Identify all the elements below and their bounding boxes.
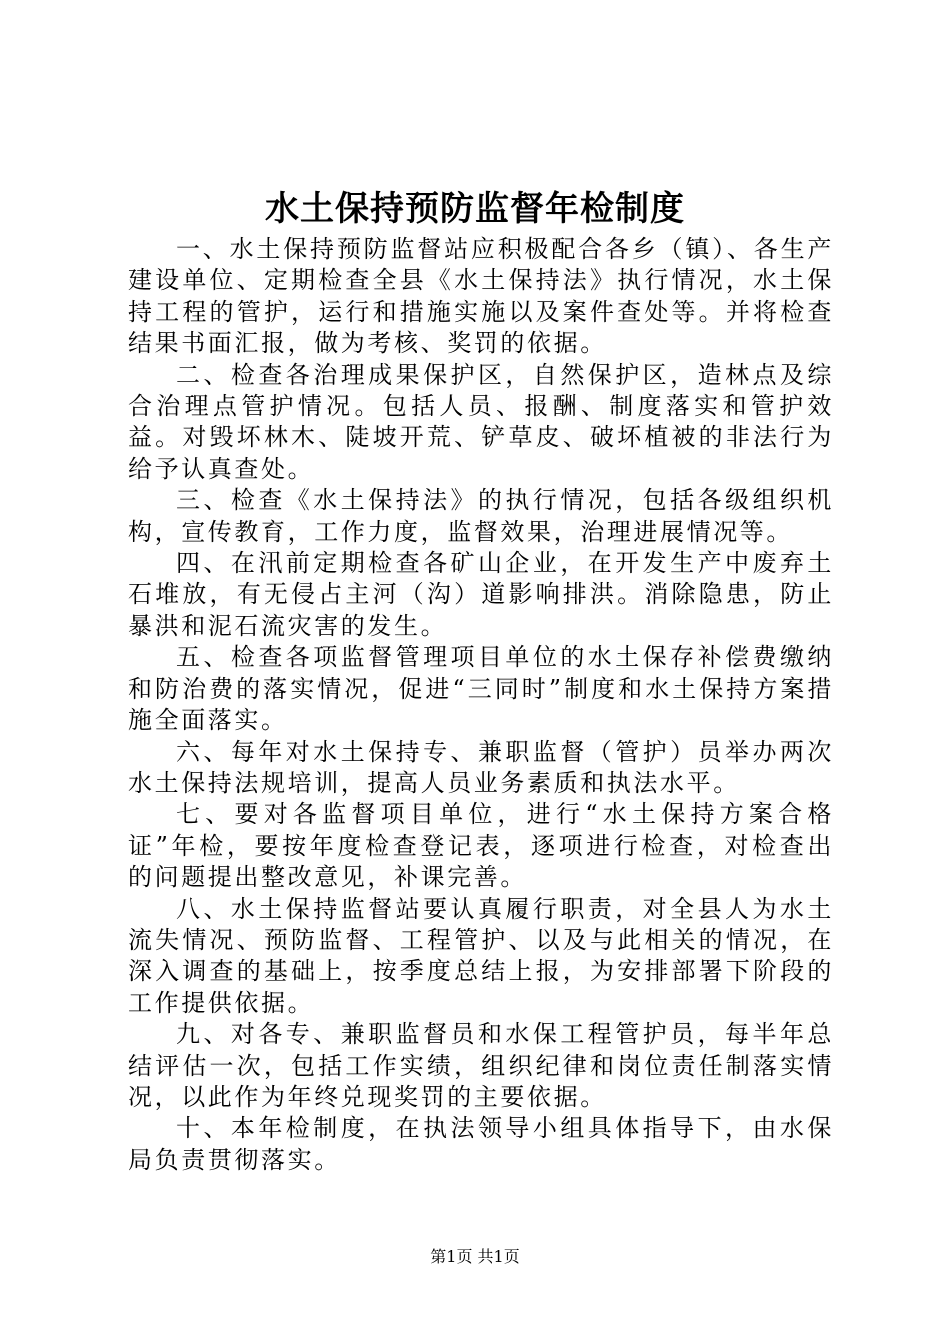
paragraph-3: 三、检查《水土保持法》的执行情况，包括各级组织机构，宣传教育，工作力度，监督效果，治理进展情况等。 <box>128 486 834 546</box>
paragraph-10: 十、本年检制度，在执法领导小组具体指导下，由水保局负责贯彻落实。 <box>128 1114 834 1174</box>
paragraph-5: 五、检查各项监督管理项目单位的水土保存补偿费缴纳和防治费的落实情况，促进“三同时”制度和水土保持方案措施全面落实。 <box>128 643 834 735</box>
document-title: 水土保持预防监督年检制度 <box>265 189 685 229</box>
paragraph-2: 二、检查各治理成果保护区，自然保护区，造林点及综合治理点管护情况。包括人员、报酬、制度落实和管护效益。对毁坏林木、陡坡开荒、铲草皮、破坏植被的非法行为给予认真查处。 <box>128 360 834 483</box>
paragraph-7: 七、要对各监督项目单位，进行“水土保持方案合格证”年检，要按年度检查登记表，逐项进行检查，对检查出的问题提出整改意见，补课完善。 <box>128 800 834 892</box>
page-number-footer: 第1页 共1页 <box>430 1247 520 1266</box>
document-body <box>128 234 834 1176</box>
paragraph-8: 八、水土保持监督站要认真履行职责，对全县人为水土流失情况、预防监督、工程管护、以及与此相关的情况，在深入调查的基础上，按季度总结上报，为安排部署下阶段的工作提供依据。 <box>128 894 834 1017</box>
paragraph-6: 六、每年对水土保持专、兼职监督（管护）员举办两次水土保持法规培训，提高人员业务素质和执法水平。 <box>128 737 834 797</box>
paragraph-4: 四、在汛前定期检查各矿山企业，在开发生产中废弃土石堆放，有无侵占主河（沟）道影响排洪。消除隐患，防止暴洪和泥石流灾害的发生。 <box>128 549 834 640</box>
paragraph-9: 九、对各专、兼职监督员和水保工程管护员，每半年总结评估一次，包括工作实绩，组织纪律和岗位责任制落实情况，以此作为年终兑现奖罚的主要依据。 <box>128 1020 834 1111</box>
paragraph-1: 一、水土保持预防监督站应积极配合各乡（镇）、各生产建设单位、定期检查全县《水土保持法》执行情况，水土保持工程的管护，运行和措施实施以及案件查处等。并将检查结果书面汇报，做为考核、奖罚的依据。 <box>128 235 834 358</box>
